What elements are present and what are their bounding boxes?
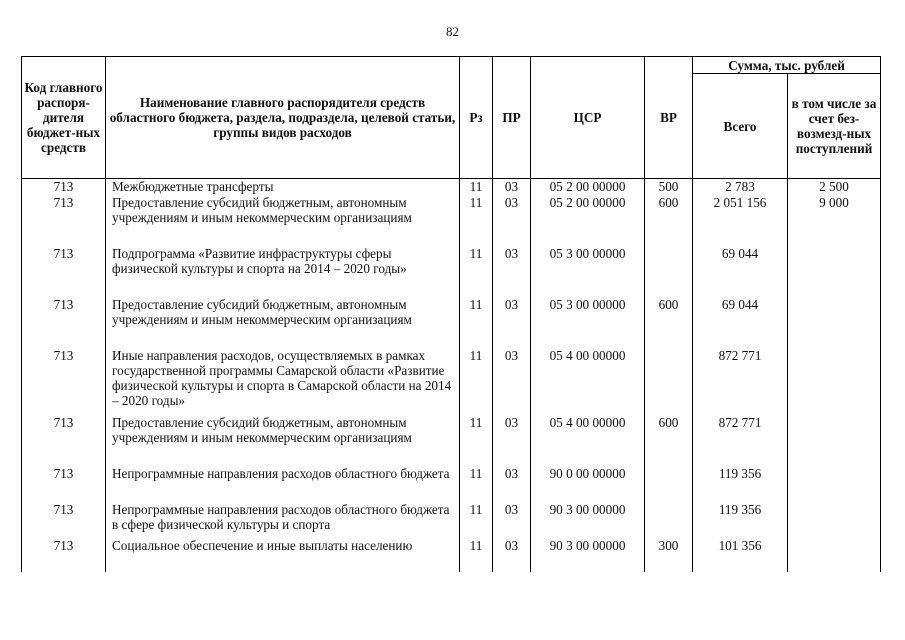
- cell-code: 713: [22, 348, 106, 415]
- cell-csr: 05 3 00 00000: [531, 297, 645, 348]
- cell-pr: 03: [493, 502, 531, 538]
- cell-gratuitous: [788, 466, 881, 502]
- cell-pr: 03: [493, 348, 531, 415]
- cell-rz: 11: [460, 538, 493, 572]
- header-code: Код главного распоря-дителя бюджет-ных средств: [22, 57, 106, 179]
- cell-vr: 300: [645, 538, 693, 572]
- cell-csr: 90 0 00 00000: [531, 466, 645, 502]
- cell-pr: 03: [493, 195, 531, 246]
- budget-table: [21, 56, 881, 572]
- cell-name: Иные направления расходов, осуществляемых в рамках государственной программы Самарской области «Развитие физической культуры и спорта в Самарской области на 2014 – 2020 годы»: [106, 348, 460, 415]
- cell-rz: 11: [460, 415, 493, 466]
- cell-gratuitous: [788, 246, 881, 297]
- table-row: [22, 538, 881, 572]
- header-total: Всего: [693, 74, 788, 179]
- cell-rz: 11: [460, 466, 493, 502]
- cell-total: 2 783: [693, 179, 788, 195]
- cell-csr: 90 3 00 00000: [531, 538, 645, 572]
- cell-code: 713: [22, 466, 106, 502]
- cell-rz: 11: [460, 195, 493, 246]
- cell-csr: 05 2 00 00000: [531, 179, 645, 195]
- table-row: [22, 297, 881, 348]
- cell-name: Предоставление субсидий бюджетным, автономным учреждениям и иным некоммерческим организациям: [106, 297, 460, 348]
- header-rz: Рз: [460, 57, 493, 179]
- cell-pr: 03: [493, 538, 531, 572]
- cell-total: 872 771: [693, 415, 788, 466]
- table-row: [22, 348, 881, 415]
- cell-csr: 90 3 00 00000: [531, 502, 645, 538]
- cell-csr: 05 3 00 00000: [531, 246, 645, 297]
- cell-name: Социальное обеспечение и иные выплаты населению: [106, 538, 460, 572]
- header-sum: Сумма, тыс. рублей: [693, 57, 881, 74]
- header-name: Наименование главного распорядителя средств областного бюджета, раздела, подраздела, целевой статьи, группы видов расходов: [106, 57, 460, 179]
- cell-csr: 05 2 00 00000: [531, 195, 645, 246]
- cell-name: Подпрограмма «Развитие инфраструктуры сферы физической культуры и спорта на 2014 – 2020 годы»: [106, 246, 460, 297]
- cell-rz: 11: [460, 348, 493, 415]
- cell-total: 2 051 156: [693, 195, 788, 246]
- cell-pr: 03: [493, 466, 531, 502]
- header-gratuitous: в том числе за счет без-возмезд-ных поступлений: [788, 74, 881, 179]
- header-csr: ЦСР: [531, 57, 645, 179]
- cell-pr: 03: [493, 246, 531, 297]
- cell-vr: 600: [645, 415, 693, 466]
- cell-vr: 600: [645, 297, 693, 348]
- cell-vr: 600: [645, 195, 693, 246]
- cell-total: 69 044: [693, 297, 788, 348]
- cell-csr: 05 4 00 00000: [531, 415, 645, 466]
- cell-code: 713: [22, 246, 106, 297]
- table-row: [22, 466, 881, 502]
- cell-vr: [645, 502, 693, 538]
- cell-vr: 500: [645, 179, 693, 195]
- table-row: [22, 246, 881, 297]
- cell-total: 119 356: [693, 466, 788, 502]
- cell-rz: 11: [460, 246, 493, 297]
- cell-name: Предоставление субсидий бюджетным, автономным учреждениям и иным некоммерческим организациям: [106, 415, 460, 466]
- cell-vr: [645, 466, 693, 502]
- cell-total: 119 356: [693, 502, 788, 538]
- table-row: [22, 502, 881, 538]
- cell-csr: 05 4 00 00000: [531, 348, 645, 415]
- table-row: [22, 179, 881, 195]
- header-pr: ПР: [493, 57, 531, 179]
- cell-gratuitous: [788, 415, 881, 466]
- cell-name: Предоставление субсидий бюджетным, автономным учреждениям и иным некоммерческим организациям: [106, 195, 460, 246]
- cell-pr: 03: [493, 415, 531, 466]
- cell-code: 713: [22, 179, 106, 195]
- cell-gratuitous: [788, 502, 881, 538]
- cell-name: Межбюджетные трансферты: [106, 179, 460, 195]
- cell-code: 713: [22, 297, 106, 348]
- table-row: [22, 195, 881, 246]
- cell-rz: 11: [460, 502, 493, 538]
- cell-gratuitous: [788, 297, 881, 348]
- cell-rz: 11: [460, 179, 493, 195]
- cell-pr: 03: [493, 179, 531, 195]
- cell-rz: 11: [460, 297, 493, 348]
- cell-gratuitous: [788, 348, 881, 415]
- table-row: [22, 415, 881, 466]
- cell-vr: [645, 246, 693, 297]
- header-vr: ВР: [645, 57, 693, 179]
- cell-code: 713: [22, 538, 106, 572]
- cell-gratuitous: [788, 538, 881, 572]
- cell-gratuitous: 2 500: [788, 179, 881, 195]
- cell-total: 101 356: [693, 538, 788, 572]
- cell-code: 713: [22, 415, 106, 466]
- cell-name: Непрограммные направления расходов областного бюджета: [106, 466, 460, 502]
- cell-code: 713: [22, 502, 106, 538]
- page-number: 82: [446, 24, 459, 39]
- cell-total: 69 044: [693, 246, 788, 297]
- cell-pr: 03: [493, 297, 531, 348]
- cell-total: 872 771: [693, 348, 788, 415]
- cell-name: Непрограммные направления расходов областного бюджета в сфере физической культуры и спорта: [106, 502, 460, 538]
- cell-vr: [645, 348, 693, 415]
- cell-gratuitous: 9 000: [788, 195, 881, 246]
- cell-code: 713: [22, 195, 106, 246]
